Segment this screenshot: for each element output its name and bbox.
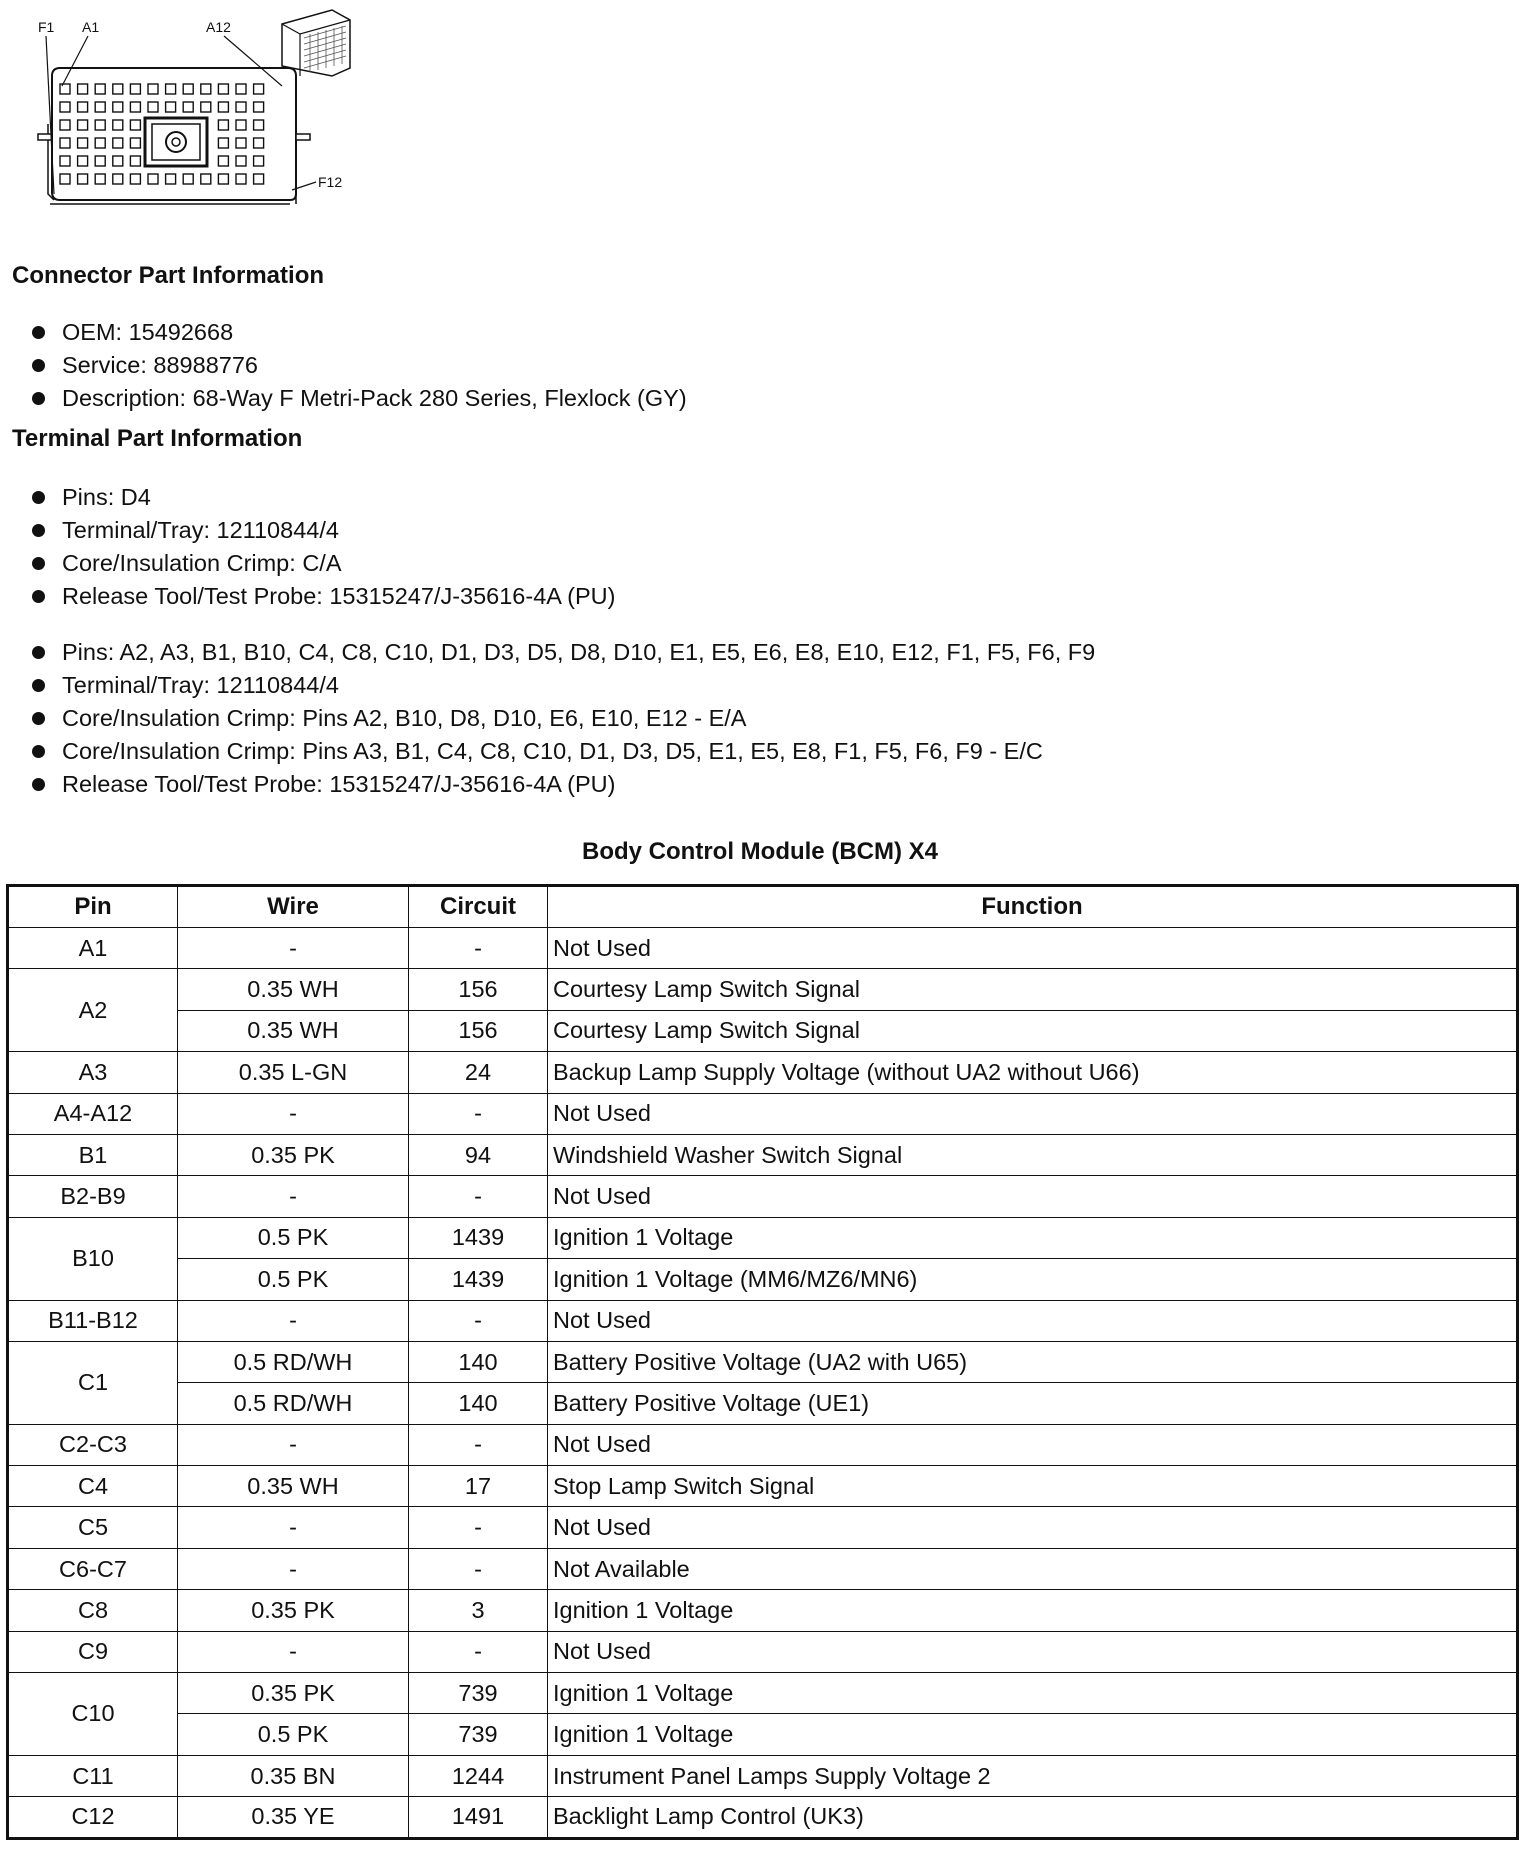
list-item (28, 382, 687, 415)
list-item-text: OEM: 15492668 (62, 319, 234, 345)
cell-wire: 0.35 PK (178, 1134, 409, 1175)
cell-function: Not Available (548, 1548, 1518, 1589)
bullet-icon (32, 712, 45, 725)
terminal-part-info-group-2 (28, 636, 1095, 801)
cell-wire: - (178, 1424, 409, 1465)
cell-circuit: - (409, 1548, 548, 1589)
cavity (95, 102, 105, 112)
table-title: Body Control Module (BCM) X4 (582, 838, 938, 865)
cell-circuit: 1244 (409, 1755, 548, 1796)
cell-wire: 0.35 PK (178, 1673, 409, 1714)
cavity (60, 174, 70, 184)
table-row (8, 1548, 1518, 1589)
list-item (28, 547, 615, 580)
cell-wire: 0.35 WH (178, 969, 409, 1010)
list-item-text: Core/Insulation Crimp: Pins A2, B10, D8, D10, E6, E10, E12 - E/A (62, 705, 747, 731)
cell-circuit: 140 (409, 1341, 548, 1382)
cavity (183, 174, 193, 184)
cell-function: Ignition 1 Voltage (548, 1217, 1518, 1258)
cavity (236, 138, 246, 148)
cavity (254, 84, 264, 94)
cavity (254, 102, 264, 112)
connector-diagram (20, 4, 360, 214)
cell-function: Not Used (548, 928, 1518, 969)
cell-function: Not Used (548, 1631, 1518, 1672)
table-row (8, 1424, 1518, 1465)
cavity (236, 156, 246, 166)
cavity (95, 84, 105, 94)
bullet-icon (32, 557, 45, 570)
cavity (218, 156, 228, 166)
list-item-text: Terminal/Tray: 12110844/4 (62, 517, 339, 543)
cavity (113, 138, 123, 148)
cell-circuit: - (409, 1093, 548, 1134)
cavity (254, 138, 264, 148)
cell-function: Backup Lamp Supply Voltage (without UA2 without U66) (548, 1052, 1518, 1093)
cell-wire: 0.5 RD/WH (178, 1341, 409, 1382)
pinout-table-body (8, 928, 1518, 1839)
table-row (8, 1383, 1518, 1424)
cavity (130, 84, 140, 94)
list-item-text: Pins: D4 (62, 484, 151, 510)
connector-sketch-icon (282, 10, 350, 76)
pinout-table (6, 884, 1519, 1840)
cell-circuit: 24 (409, 1052, 548, 1093)
cell-wire: 0.35 YE (178, 1797, 409, 1838)
table-row (8, 1507, 1518, 1548)
table-row (8, 1466, 1518, 1507)
cell-wire: 0.5 PK (178, 1714, 409, 1755)
table-row (8, 928, 1518, 969)
cavity (166, 84, 176, 94)
cavity (78, 84, 88, 94)
cell-wire: - (178, 928, 409, 969)
label-f12: F12 (318, 174, 343, 190)
cell-pin: C9 (8, 1631, 178, 1672)
cavity (95, 138, 105, 148)
cell-function: Battery Positive Voltage (UE1) (548, 1383, 1518, 1424)
bullet-icon (32, 326, 45, 339)
cell-wire: - (178, 1548, 409, 1589)
table-row (8, 1093, 1518, 1134)
list-item-text: Core/Insulation Crimp: C/A (62, 550, 342, 576)
table-row (8, 1010, 1518, 1051)
connector-part-info-title: Connector Part Information (12, 262, 325, 289)
cavity (113, 156, 123, 166)
cavity (148, 84, 158, 94)
bullet-icon (32, 590, 45, 603)
list-item (28, 636, 1095, 669)
header-pin: Pin (8, 886, 178, 928)
cell-pin: C4 (8, 1466, 178, 1507)
list-item (28, 580, 615, 613)
cavity (78, 138, 88, 148)
cell-pin: A3 (8, 1052, 178, 1093)
label-f1: F1 (38, 19, 55, 35)
cavity (201, 102, 211, 112)
list-item (28, 702, 1095, 735)
cell-circuit: 1439 (409, 1217, 548, 1258)
table-row (8, 1300, 1518, 1341)
cell-function: Not Used (548, 1176, 1518, 1217)
cell-circuit: 94 (409, 1134, 548, 1175)
cell-function: Battery Positive Voltage (UA2 with U65) (548, 1341, 1518, 1382)
table-row (8, 1176, 1518, 1217)
cell-wire: 0.5 PK (178, 1259, 409, 1300)
cavity (60, 156, 70, 166)
cell-circuit: 739 (409, 1673, 548, 1714)
cell-pin: B1 (8, 1134, 178, 1175)
cell-circuit: 156 (409, 1010, 548, 1051)
cell-wire: 0.35 BN (178, 1755, 409, 1796)
cavity (60, 120, 70, 130)
cavity (130, 156, 140, 166)
label-a1: A1 (82, 19, 100, 35)
list-item (28, 669, 1095, 702)
cell-wire: - (178, 1300, 409, 1341)
cell-function: Windshield Washer Switch Signal (548, 1134, 1518, 1175)
cell-circuit: 739 (409, 1714, 548, 1755)
cavity (95, 174, 105, 184)
cell-circuit: 1491 (409, 1797, 548, 1838)
list-item-text: Core/Insulation Crimp: Pins A3, B1, C4, C8, C10, D1, D3, D5, E1, E5, E8, F1, F5, F6, F9 - E/C (62, 738, 1043, 764)
cavity (148, 174, 158, 184)
cell-wire: - (178, 1176, 409, 1217)
cell-wire: 0.5 RD/WH (178, 1383, 409, 1424)
cavity (218, 84, 228, 94)
cell-circuit: 156 (409, 969, 548, 1010)
bullet-icon (32, 524, 45, 537)
bullet-icon (32, 359, 45, 372)
list-item (28, 316, 687, 349)
cavity (166, 174, 176, 184)
cell-function: Backlight Lamp Control (UK3) (548, 1797, 1518, 1838)
cell-pin: B2-B9 (8, 1176, 178, 1217)
cell-wire: 0.5 PK (178, 1217, 409, 1258)
cell-pin: C2-C3 (8, 1424, 178, 1465)
cell-circuit: - (409, 1631, 548, 1672)
bullet-icon (32, 778, 45, 791)
table-row (8, 1259, 1518, 1300)
cavity (201, 174, 211, 184)
table-row (8, 969, 1518, 1010)
bullet-icon (32, 745, 45, 758)
list-item (28, 349, 687, 382)
cell-pin: A1 (8, 928, 178, 969)
bullet-icon (32, 679, 45, 692)
cell-pin: C8 (8, 1590, 178, 1631)
list-item-text: Release Tool/Test Probe: 15315247/J-35616-4A (PU) (62, 583, 616, 609)
cell-wire: - (178, 1093, 409, 1134)
cell-pin: C1 (8, 1341, 178, 1424)
cell-circuit: - (409, 928, 548, 969)
cavity (254, 120, 264, 130)
header-circuit: Circuit (409, 886, 548, 928)
cell-function: Ignition 1 Voltage (548, 1673, 1518, 1714)
cell-wire: 0.35 L-GN (178, 1052, 409, 1093)
cavity (236, 84, 246, 94)
cavity (78, 120, 88, 130)
cell-function: Ignition 1 Voltage (548, 1590, 1518, 1631)
cavity (78, 156, 88, 166)
table-row (8, 1217, 1518, 1258)
terminal-part-info-title: Terminal Part Information (12, 425, 303, 452)
cell-pin: C10 (8, 1673, 178, 1756)
cavity (78, 174, 88, 184)
cavity (218, 174, 228, 184)
cell-circuit: 140 (409, 1383, 548, 1424)
list-item-text: Pins: A2, A3, B1, B10, C4, C8, C10, D1, D3, D5, D8, D10, E1, E5, E6, E8, E10, E12, F1, F5, F6, F9 (62, 639, 1096, 665)
cavity (148, 102, 158, 112)
cell-circuit: - (409, 1424, 548, 1465)
cell-circuit: 17 (409, 1466, 548, 1507)
cavity (236, 174, 246, 184)
cavity (183, 102, 193, 112)
terminal-part-info-group-1 (28, 481, 615, 613)
cavity (60, 84, 70, 94)
label-a12: A12 (206, 19, 231, 35)
cavity (95, 156, 105, 166)
cell-function: Ignition 1 Voltage (MM6/MZ6/MN6) (548, 1259, 1518, 1300)
cell-wire: 0.35 WH (178, 1466, 409, 1507)
cavity (218, 102, 228, 112)
table-row (8, 1714, 1518, 1755)
cell-function: Ignition 1 Voltage (548, 1714, 1518, 1755)
bullet-icon (32, 392, 45, 405)
cell-function: Stop Lamp Switch Signal (548, 1466, 1518, 1507)
cavity (218, 120, 228, 130)
table-row (8, 1631, 1518, 1672)
cell-wire: - (178, 1507, 409, 1548)
table-header-row (8, 886, 1518, 928)
cavity (183, 84, 193, 94)
header-wire: Wire (178, 886, 409, 928)
cell-function: Not Used (548, 1507, 1518, 1548)
header-function: Function (548, 886, 1518, 928)
cell-function: Courtesy Lamp Switch Signal (548, 969, 1518, 1010)
list-item-text: Release Tool/Test Probe: 15315247/J-35616-4A (PU) (62, 771, 616, 797)
cell-circuit: 1439 (409, 1259, 548, 1300)
cell-wire: 0.35 WH (178, 1010, 409, 1051)
table-row (8, 1673, 1518, 1714)
cell-wire: - (178, 1631, 409, 1672)
list-item (28, 735, 1095, 768)
cell-wire: 0.35 PK (178, 1590, 409, 1631)
cavity (130, 102, 140, 112)
cavity (130, 138, 140, 148)
cell-function: Not Used (548, 1424, 1518, 1465)
list-item (28, 514, 615, 547)
cell-circuit: - (409, 1176, 548, 1217)
cavity (95, 120, 105, 130)
cell-function: Instrument Panel Lamps Supply Voltage 2 (548, 1755, 1518, 1796)
list-item-text: Description: 68-Way F Metri-Pack 280 Series, Flexlock (GY) (62, 385, 687, 411)
cavity (218, 138, 228, 148)
list-item-text: Terminal/Tray: 12110844/4 (62, 672, 339, 698)
cell-pin: A4-A12 (8, 1093, 178, 1134)
cell-function: Not Used (548, 1300, 1518, 1341)
cell-pin: C12 (8, 1797, 178, 1838)
table-row (8, 1052, 1518, 1093)
cell-pin: C6-C7 (8, 1548, 178, 1589)
cell-pin: C5 (8, 1507, 178, 1548)
table-row (8, 1755, 1518, 1796)
cell-pin: C11 (8, 1755, 178, 1796)
cell-pin: B10 (8, 1217, 178, 1300)
list-item-text: Service: 88988776 (62, 352, 258, 378)
cavity (113, 120, 123, 130)
cavity (130, 174, 140, 184)
list-item (28, 481, 615, 514)
table-row (8, 1134, 1518, 1175)
cavity (60, 102, 70, 112)
table-row (8, 1797, 1518, 1838)
cell-pin: B11-B12 (8, 1300, 178, 1341)
cavity (236, 102, 246, 112)
cell-function: Courtesy Lamp Switch Signal (548, 1010, 1518, 1051)
cavity (201, 84, 211, 94)
cavity (113, 84, 123, 94)
cell-circuit: 3 (409, 1590, 548, 1631)
cavity (130, 120, 140, 130)
cell-circuit: - (409, 1507, 548, 1548)
cavity (113, 174, 123, 184)
bullet-icon (32, 491, 45, 504)
cavity (60, 138, 70, 148)
bullet-icon (32, 646, 45, 659)
cavity (254, 174, 264, 184)
cell-pin: A2 (8, 969, 178, 1052)
cavity (236, 120, 246, 130)
list-item (28, 768, 1095, 801)
cavity (166, 102, 176, 112)
cell-circuit: - (409, 1300, 548, 1341)
cavity (113, 102, 123, 112)
cell-function: Not Used (548, 1093, 1518, 1134)
cavity (254, 156, 264, 166)
connector-part-info-list (28, 316, 687, 415)
table-row (8, 1341, 1518, 1382)
table-row (8, 1590, 1518, 1631)
cavity (78, 102, 88, 112)
